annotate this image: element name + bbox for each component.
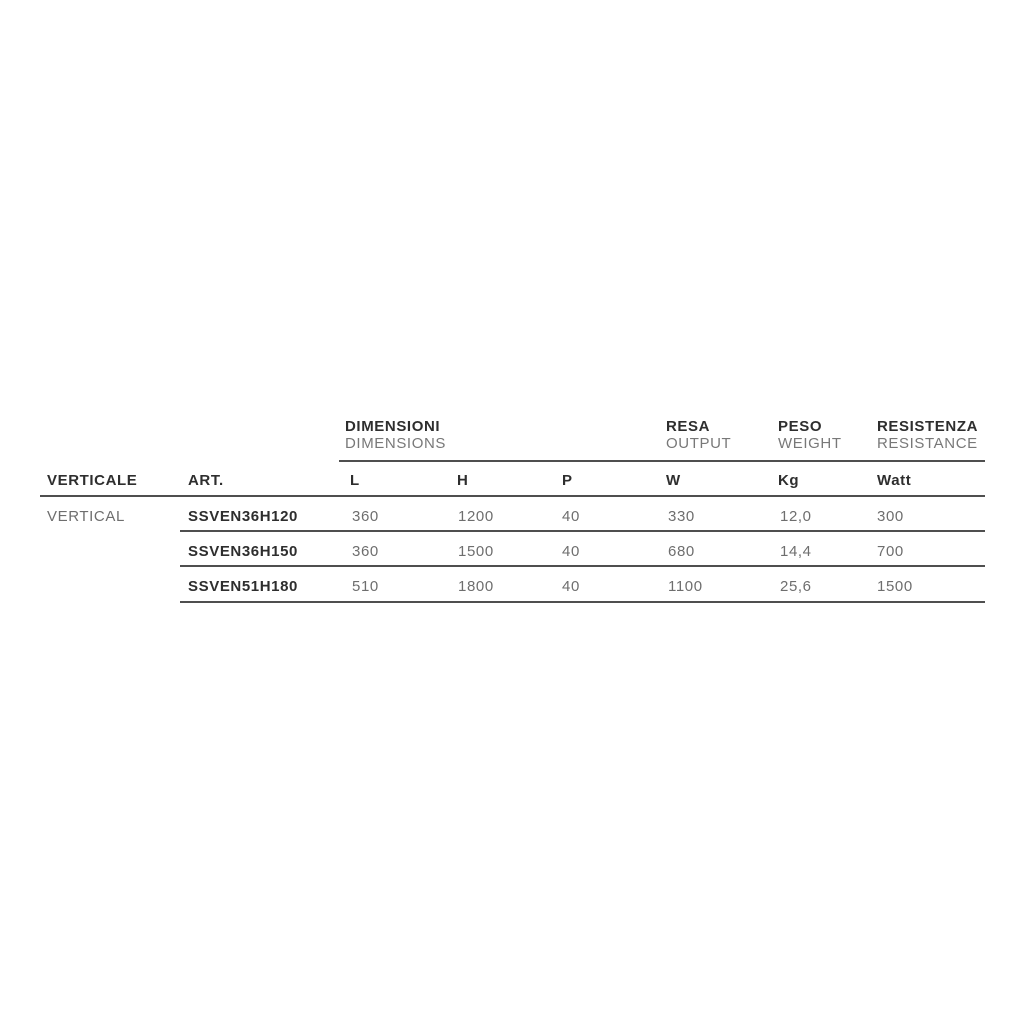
column-header-p: P	[562, 472, 573, 489]
row1-l: 360	[352, 508, 379, 525]
group-resistance-label-en: RESISTANCE	[877, 435, 978, 452]
group-resistance	[877, 418, 978, 452]
row2-w: 680	[668, 543, 695, 560]
row2-l: 360	[352, 543, 379, 560]
group-underline	[339, 460, 985, 462]
column-header-h: H	[457, 472, 469, 489]
column-header-l: L	[350, 472, 360, 489]
column-header-verticale: VERTICALE	[47, 472, 138, 489]
table-bottom-line	[180, 601, 985, 603]
row3-w: 1100	[668, 578, 703, 595]
row3-art: SSVEN51H180	[188, 578, 298, 595]
row3-h: 1800	[458, 578, 494, 595]
row1-h: 1200	[458, 508, 494, 525]
group-output-label-it: RESA	[666, 418, 711, 435]
row1-w: 330	[668, 508, 695, 525]
row3-kg: 25,6	[780, 578, 812, 595]
row3-l: 510	[352, 578, 379, 595]
column-header-w: W	[666, 472, 681, 489]
group-dimensions	[345, 418, 446, 452]
row3-watt: 1500	[877, 578, 913, 595]
group-resistance-label-it: RESISTENZA	[877, 418, 979, 435]
row1-watt: 300	[877, 508, 904, 525]
header-divider	[40, 495, 985, 497]
column-header-kg: Kg	[778, 472, 800, 489]
category-label-en: VERTICAL	[47, 508, 125, 525]
row3-p: 40	[562, 578, 580, 595]
group-weight	[778, 418, 842, 452]
group-dimensions-label-it: DIMENSIONI	[345, 418, 441, 435]
row2-watt: 700	[877, 543, 904, 560]
row2-art: SSVEN36H150	[188, 543, 298, 560]
row2-kg: 14,4	[780, 543, 812, 560]
row1-kg: 12,0	[780, 508, 812, 525]
row2-h: 1500	[458, 543, 494, 560]
group-output-label-en: OUTPUT	[666, 435, 732, 452]
row1-p: 40	[562, 508, 580, 525]
spec-table	[40, 413, 985, 613]
group-dimensions-label-en: DIMENSIONS	[345, 435, 447, 452]
column-header-watt: Watt	[877, 472, 912, 489]
group-weight-label-it: PESO	[778, 418, 823, 435]
row1-art: SSVEN36H120	[188, 508, 298, 525]
group-weight-label-en: WEIGHT	[778, 435, 842, 452]
column-header-art: ART.	[188, 472, 224, 489]
group-output	[666, 418, 731, 452]
row-divider	[180, 565, 985, 567]
row-divider	[180, 530, 985, 532]
row2-p: 40	[562, 543, 580, 560]
